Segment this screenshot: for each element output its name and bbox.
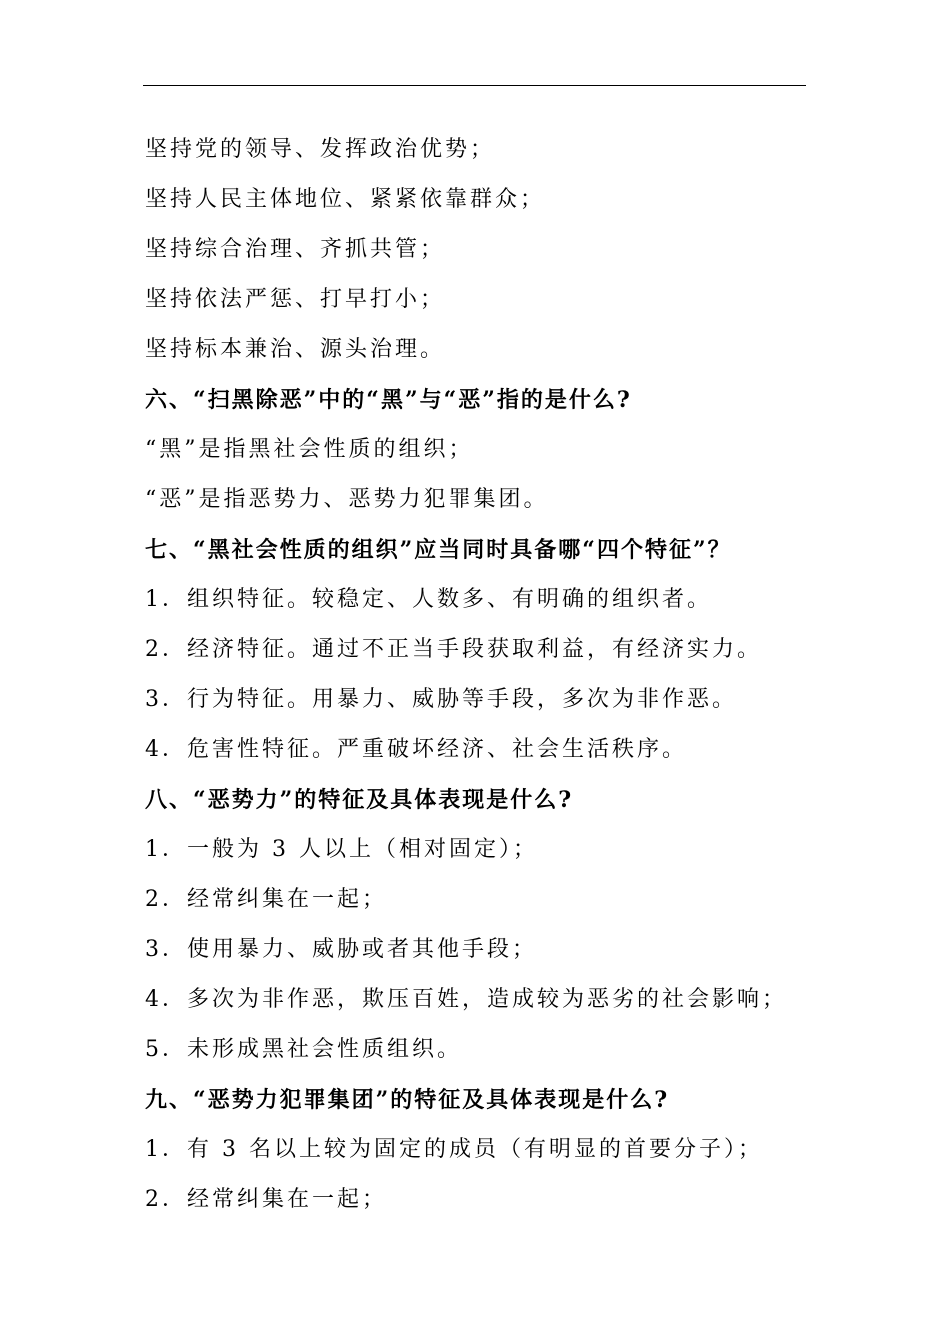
paragraph-line: 2．经常纠集在一起；: [145, 887, 387, 912]
paragraph-line: 1．有 3 名以上较为固定的成员（有明显的首要分子）；: [145, 1137, 763, 1162]
paragraph-line: 5．未形成黑社会性质组织。: [145, 1037, 462, 1062]
section-heading: 九、“恶势力犯罪集团”的特征及具体表现是什么?: [145, 1087, 670, 1113]
paragraph-line: 1．一般为 3 人以上（相对固定）；: [145, 837, 538, 862]
paragraph-line: 2．经常纠集在一起；: [145, 1187, 387, 1212]
header-rule: [143, 85, 806, 86]
paragraph-line: “恶”是指恶势力、恶势力犯罪集团。: [145, 487, 549, 512]
paragraph-line: 坚持依法严惩、打早打小；: [145, 287, 446, 312]
document-body: [145, 125, 825, 1225]
section-heading: 八、“恶势力”的特征及具体表现是什么?: [145, 787, 574, 813]
paragraph-line: 坚持综合治理、齐抓共管；: [145, 237, 446, 262]
section-heading: 六、“扫黑除恶”中的“黑”与“恶”指的是什么?: [145, 387, 632, 413]
paragraph-line: “黑”是指黑社会性质的组织；: [145, 437, 474, 462]
paragraph-line: 1．组织特征。较稳定、人数多、有明确的组织者。: [145, 587, 712, 612]
paragraph-line: 3．使用暴力、威胁或者其他手段；: [145, 937, 537, 962]
paragraph-line: 坚持标本兼治、源头治理。: [145, 337, 446, 362]
section-heading: 七、“黑社会性质的组织”应当同时具备哪“四个特征”？: [145, 537, 732, 563]
paragraph-line: 3．行为特征。用暴力、威胁等手段，多次为非作恶。: [145, 687, 737, 712]
paragraph-line: 坚持党的领导、发挥政治优势；: [145, 137, 496, 162]
paragraph-line: 坚持人民主体地位、紧紧依靠群众；: [145, 187, 546, 212]
paragraph-line: 4．危害性特征。严重破坏经济、社会生活秩序。: [145, 737, 687, 762]
paragraph-line: 2．经济特征。通过不正当手段获取利益，有经济实力。: [145, 637, 762, 662]
paragraph-line: 4．多次为非作恶，欺压百姓，造成较为恶劣的社会影响；: [145, 987, 787, 1012]
